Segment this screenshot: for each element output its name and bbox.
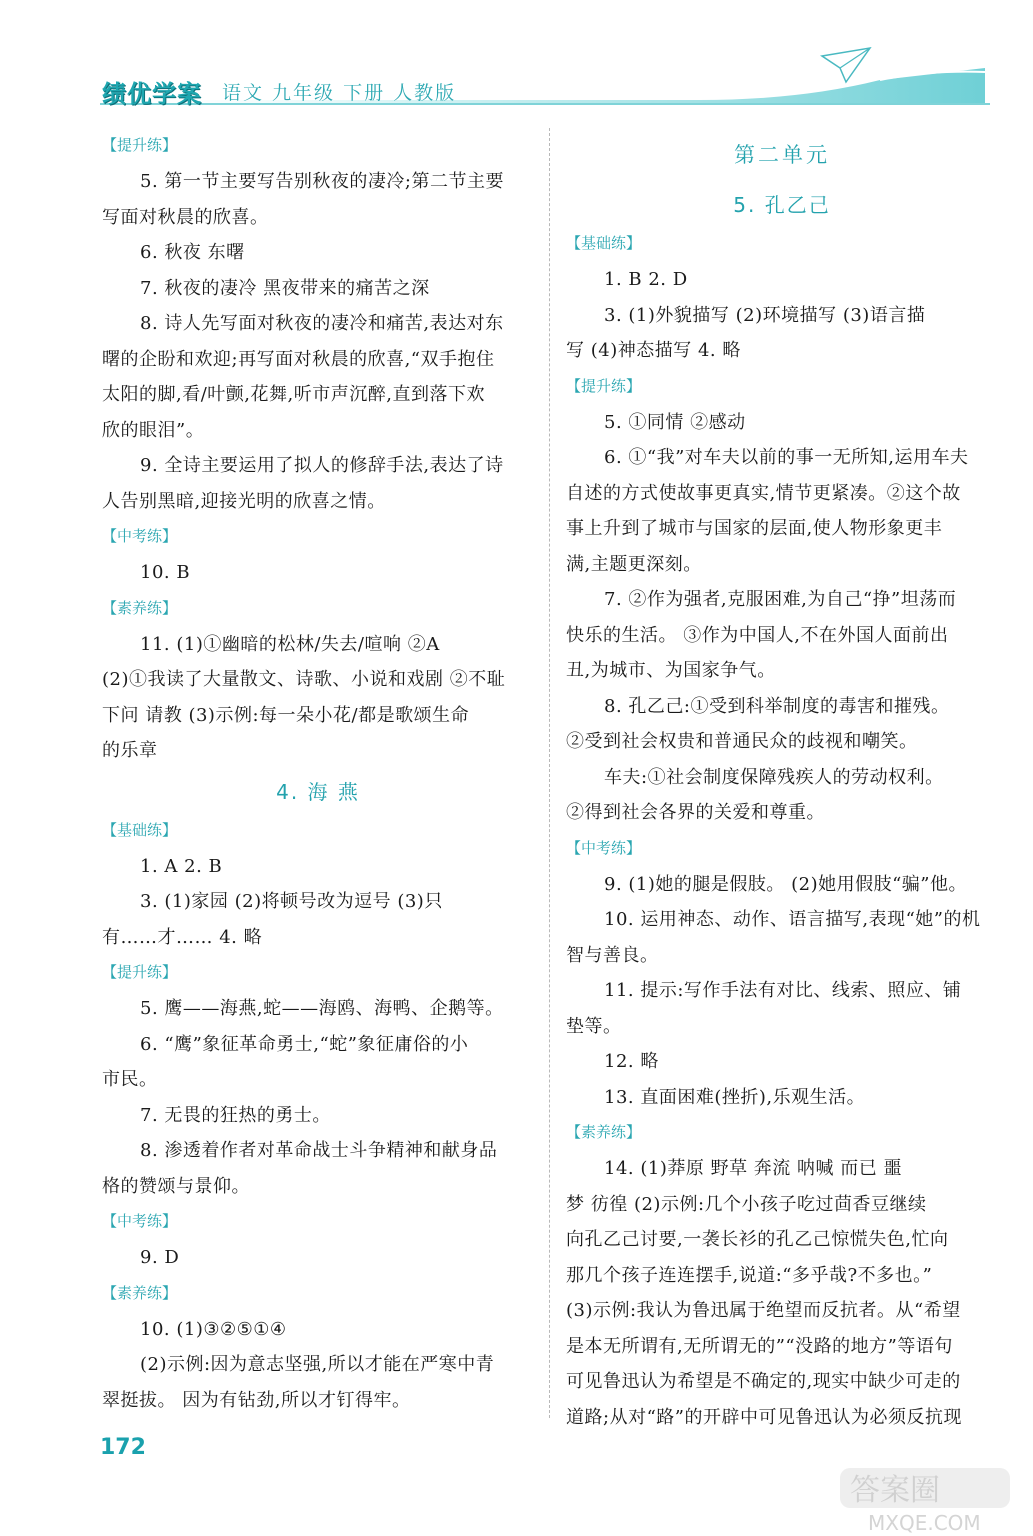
- section-tag: 【素养练】: [102, 1283, 178, 1302]
- svg-text:MXQE.COM: MXQE.COM: [868, 1511, 981, 1535]
- answer-line: 8. 诗人先写面对秋夜的凄冷和痛苦,表达对东: [140, 313, 504, 334]
- answer-line: 12. 略: [604, 1051, 659, 1072]
- answer-line: (3)示例:我认为鲁迅属于绝望而反抗者。从“希望: [566, 1300, 961, 1321]
- section-tag: 【素养练】: [566, 1123, 642, 1141]
- answer-line: 有……才…… 4. 略: [102, 926, 263, 948]
- lesson-title: 5. 孔乙己: [733, 193, 831, 217]
- answer-line: 人告别黑暗,迎接光明的欣喜之情。: [102, 490, 386, 512]
- column-divider: [549, 128, 550, 1418]
- lesson-title: 4. 海 燕: [276, 779, 360, 804]
- answer-line: (2)示例:因为意志坚强,所以才能在严寒中青: [140, 1354, 495, 1375]
- section-tag: 【提升练】: [102, 963, 178, 981]
- answer-line: 10. 运用神态、动作、语言描写,表现“她”的机: [604, 909, 981, 930]
- answer-line: 8. 渗透着作者对革命战士斗争精神和献身品: [140, 1140, 498, 1161]
- answer-line: 车夫:①社会制度保障残疾人的劳动权利。: [604, 766, 944, 788]
- answer-line: 写 (4)神态描写 4. 略: [566, 340, 741, 361]
- answer-line: 事上升到了城市与国家的层面,使人物形象更丰: [566, 518, 943, 539]
- answer-line: ②得到社会各界的关爱和尊重。: [566, 802, 825, 823]
- section-tag: 【中考练】: [102, 1212, 178, 1230]
- answer-line: 是本无所谓有,无所谓无的”“没路的地方”等语句: [566, 1335, 953, 1357]
- answer-line: ②受到社会权贵和普通民众的歧视和嘲笑。: [566, 731, 918, 752]
- answer-line: 5. 第一节主要写告别秋夜的凄冷;第二节主要: [140, 171, 504, 192]
- section-tag: 【基础练】: [102, 820, 178, 839]
- section-tag: 【中考练】: [102, 527, 178, 545]
- answer-line: 可见鲁迅认为希望是不确定的,现实中缺少可走的: [566, 1371, 961, 1392]
- answer-line: 11. 提示:写作手法有对比、线索、照应、铺: [604, 980, 962, 1001]
- answer-line: 6. 秋夜 东曙: [140, 242, 245, 263]
- answer-line: 欣的眼泪”。: [102, 419, 205, 441]
- answer-line: 1. B 2. D: [604, 269, 688, 290]
- section-tag: 【中考练】: [566, 838, 642, 857]
- answer-line: 梦 彷徨 (2)示例:几个小孩子吃过茴香豆继续: [566, 1193, 927, 1215]
- answer-line: 市民。: [102, 1069, 158, 1090]
- section-tag: 【提升练】: [102, 136, 178, 154]
- answer-line: 10. (1)③②⑤①④: [140, 1318, 287, 1340]
- answer-line: 6. ①“我”对车夫以前的事一无所知,运用车夫: [604, 447, 969, 468]
- answer-line: 11. (1)①幽暗的松林/失去/喧响 ②A: [140, 633, 440, 655]
- answer-line: 5. 鹰——海燕,蛇——海鸥、海鸭、企鹅等。: [140, 998, 504, 1019]
- paper-plane-icon: [822, 48, 870, 82]
- answer-line: 自述的方式使故事更真实,情节更紧凑。②这个故: [566, 482, 961, 504]
- page-header: [0, 0, 1033, 112]
- answer-line: 10. B: [140, 562, 191, 583]
- right-column: [566, 128, 998, 1435]
- answer-line: 3. (1)家园 (2)将顿号改为逗号 (3)只: [140, 891, 443, 912]
- answer-line: 智与善良。: [566, 944, 659, 966]
- answer-line: 快乐的生活。 ③作为中国人,不在外国人面前出: [566, 624, 949, 646]
- answer-line: 13. 直面困难(挫折),乐观生活。: [604, 1086, 866, 1108]
- answer-line: (2)①我读了大量散文、诗歌、小说和戏剧 ②不耻: [102, 669, 506, 690]
- book-subtitle: 语文 九年级 下册 人教版: [222, 82, 457, 104]
- answer-line: 格的赞颂与景仰。: [102, 1175, 250, 1197]
- answer-line: 道路;从对“路”的开辟中可见鲁迅认为必须反抗现: [566, 1406, 962, 1428]
- answer-line: 14. (1)莽原 野草 奔流 呐喊 而已 噩: [604, 1158, 902, 1179]
- answer-line: 1. A 2. B: [140, 855, 223, 877]
- answer-line: 5. ①同情 ②感动: [604, 411, 746, 433]
- answer-line: 翠挺拔。 因为有钻劲,所以才钉得牢。: [102, 1389, 411, 1411]
- left-column: [102, 128, 534, 1418]
- answer-line: 那几个孩子连连摆手,说道:“多乎哉?不多也。”: [566, 1264, 933, 1286]
- answer-line: 9. (1)她的腿是假肢。 (2)她用假肢“骗”他。: [604, 873, 968, 895]
- watermark-logo: [830, 1462, 1030, 1536]
- answer-line: 下问 请教 (3)示例:每一朵小花/都是歌颂生命: [102, 704, 470, 726]
- answer-line: 9. D: [140, 1247, 180, 1268]
- answer-line: 曙的企盼和欢迎;再写面对秋晨的欣喜,“双手抱住: [102, 348, 495, 370]
- answer-line: 垫等。: [566, 1015, 622, 1037]
- answer-line: 9. 全诗主要运用了拟人的修辞手法,表达了诗: [140, 455, 504, 476]
- brand-title: 绩优学案: [102, 80, 202, 108]
- answer-line: 的乐章: [102, 740, 158, 761]
- section-tag: 【提升练】: [566, 376, 642, 395]
- answer-line: 7. ②作为强者,克服困难,为自己“挣”坦荡而: [604, 589, 957, 610]
- answer-line: 7. 无畏的狂热的勇士。: [140, 1104, 331, 1126]
- unit-title: 第二单元: [734, 143, 830, 167]
- answer-line: 满,主题更深刻。: [566, 553, 702, 575]
- section-tag: 【基础练】: [566, 234, 642, 252]
- page-number: 172: [100, 1435, 146, 1460]
- svg-text:答案圈: 答案圈: [850, 1473, 940, 1508]
- answer-line: 8. 孔乙己:①受到科举制度的毒害和摧残。: [604, 695, 950, 717]
- section-tag: 【素养练】: [102, 598, 178, 617]
- answer-line: 3. (1)外貌描写 (2)环境描写 (3)语言描: [604, 304, 926, 326]
- answer-line: 7. 秋夜的凄冷 黑夜带来的痛苦之深: [140, 277, 430, 299]
- answer-line: 6. “鹰”象征革命勇士,“蛇”象征庸俗的小: [140, 1033, 469, 1055]
- answer-line: 丑,为城市、为国家争气。: [566, 660, 776, 681]
- answer-line: 太阳的脚,看/叶颤,花舞,听市声沉醉,直到落下欢: [102, 384, 485, 405]
- answer-line: 向孔乙己讨要,一袭长衫的孔乙己惊慌失色,忙向: [566, 1229, 949, 1250]
- answer-line: 写面对秋晨的欣喜。: [102, 206, 269, 228]
